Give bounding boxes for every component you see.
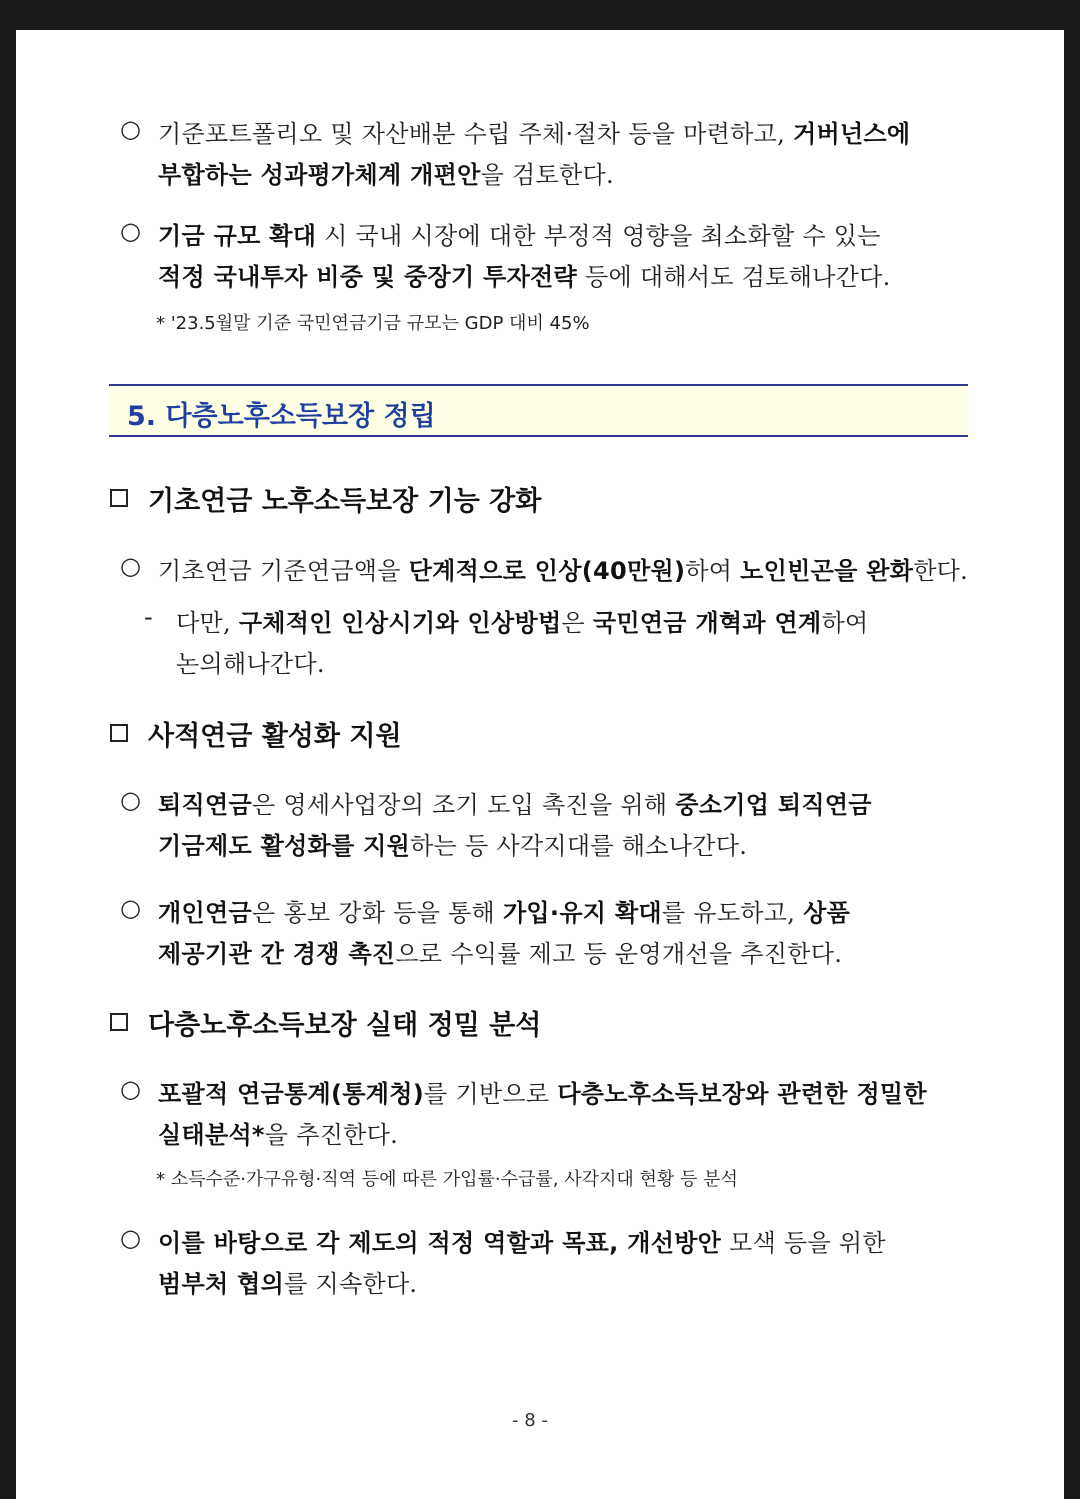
sub1-dash-line1: 다만, 구체적인 인상시기와 인상방법은 국민연금 개혁과 연계하여 <box>176 609 869 637</box>
subsection-title: 다층노후소득보장 실태 정밀 분석 <box>148 1010 542 1041</box>
bullet-circle: ○ <box>120 894 141 922</box>
sub2-item1-line1: 퇴직연금은 영세사업장의 조기 도입 촉진을 위해 중소기업 퇴직연금 <box>158 791 872 819</box>
sub3-item2-line2: 범부처 협의를 지속한다. <box>158 1270 418 1298</box>
sub2-item2-line1: 개인연금은 홍보 강화 등을 통해 가입·유지 확대를 유도하고, 상품 <box>158 899 851 927</box>
sub1-item1-line1: 기초연금 기준연금액을 단계적으로 인상(40만원)하여 노인빈곤을 완화한다. <box>158 557 969 585</box>
sub3-item1-line1: 포괄적 연금통계(통계청)를 기반으로 다층노후소득보장와 관련한 정밀한 <box>158 1080 927 1108</box>
page-number: - 8 - <box>512 1410 548 1431</box>
bullet-circle: ○ <box>120 552 141 580</box>
subsection-title: 기초연금 노후소득보장 기능 강화 <box>148 486 542 517</box>
bullet-circle: ○ <box>120 115 141 143</box>
document-page <box>16 30 1064 1499</box>
bullet-circle: ○ <box>120 1075 141 1103</box>
block1-line2: 부합하는 성과평가체계 개편안을 검토한다. <box>158 161 614 189</box>
bullet-circle: ○ <box>120 786 141 814</box>
block2-line2: 적정 국내투자 비중 및 중장기 투자전략 등에 대해서도 검토해나간다. <box>158 263 891 291</box>
sub2-item2-line2: 제공기관 간 경쟁 촉진으로 수익률 제고 등 운영개선을 추진한다. <box>158 940 843 968</box>
sub2-item1-line2: 기금제도 활성화를 지원하는 등 사각지대를 해소나간다. <box>158 832 748 860</box>
sub1-dash-line2: 논의해나간다. <box>176 650 325 678</box>
footnote: * 소득수준·가구유형·직역 등에 따른 가입률·수급률, 사각지대 현황 등 분석 <box>156 1169 738 1190</box>
bullet-circle: ○ <box>120 217 141 245</box>
checkbox-square-icon <box>110 724 128 742</box>
block2-line1: 기금 규모 확대 시 국내 시장에 대한 부정적 영향을 최소화할 수 있는 <box>158 222 881 250</box>
subsection-title: 사적연금 활성화 지원 <box>148 721 402 752</box>
dash-marker: - <box>144 603 153 631</box>
block1-line1: 기준포트폴리오 및 자산배분 수립 주체·절차 등을 마련하고, 거버넌스에 <box>158 120 911 148</box>
bullet-circle: ○ <box>120 1224 141 1252</box>
footnote: * '23.5월말 기준 국민연금기금 규모는 GDP 대비 45% <box>156 313 590 334</box>
sub3-item2-line1: 이를 바탕으로 각 제도의 적정 역할과 목표, 개선방안 모색 등을 위한 <box>158 1229 886 1257</box>
checkbox-square-icon <box>110 489 128 507</box>
checkbox-square-icon <box>110 1013 128 1031</box>
section-title: 5. 다층노후소득보장 정립 <box>127 401 436 432</box>
section-banner <box>109 384 968 437</box>
sub3-item1-line2: 실태분석*을 추진한다. <box>158 1121 399 1149</box>
